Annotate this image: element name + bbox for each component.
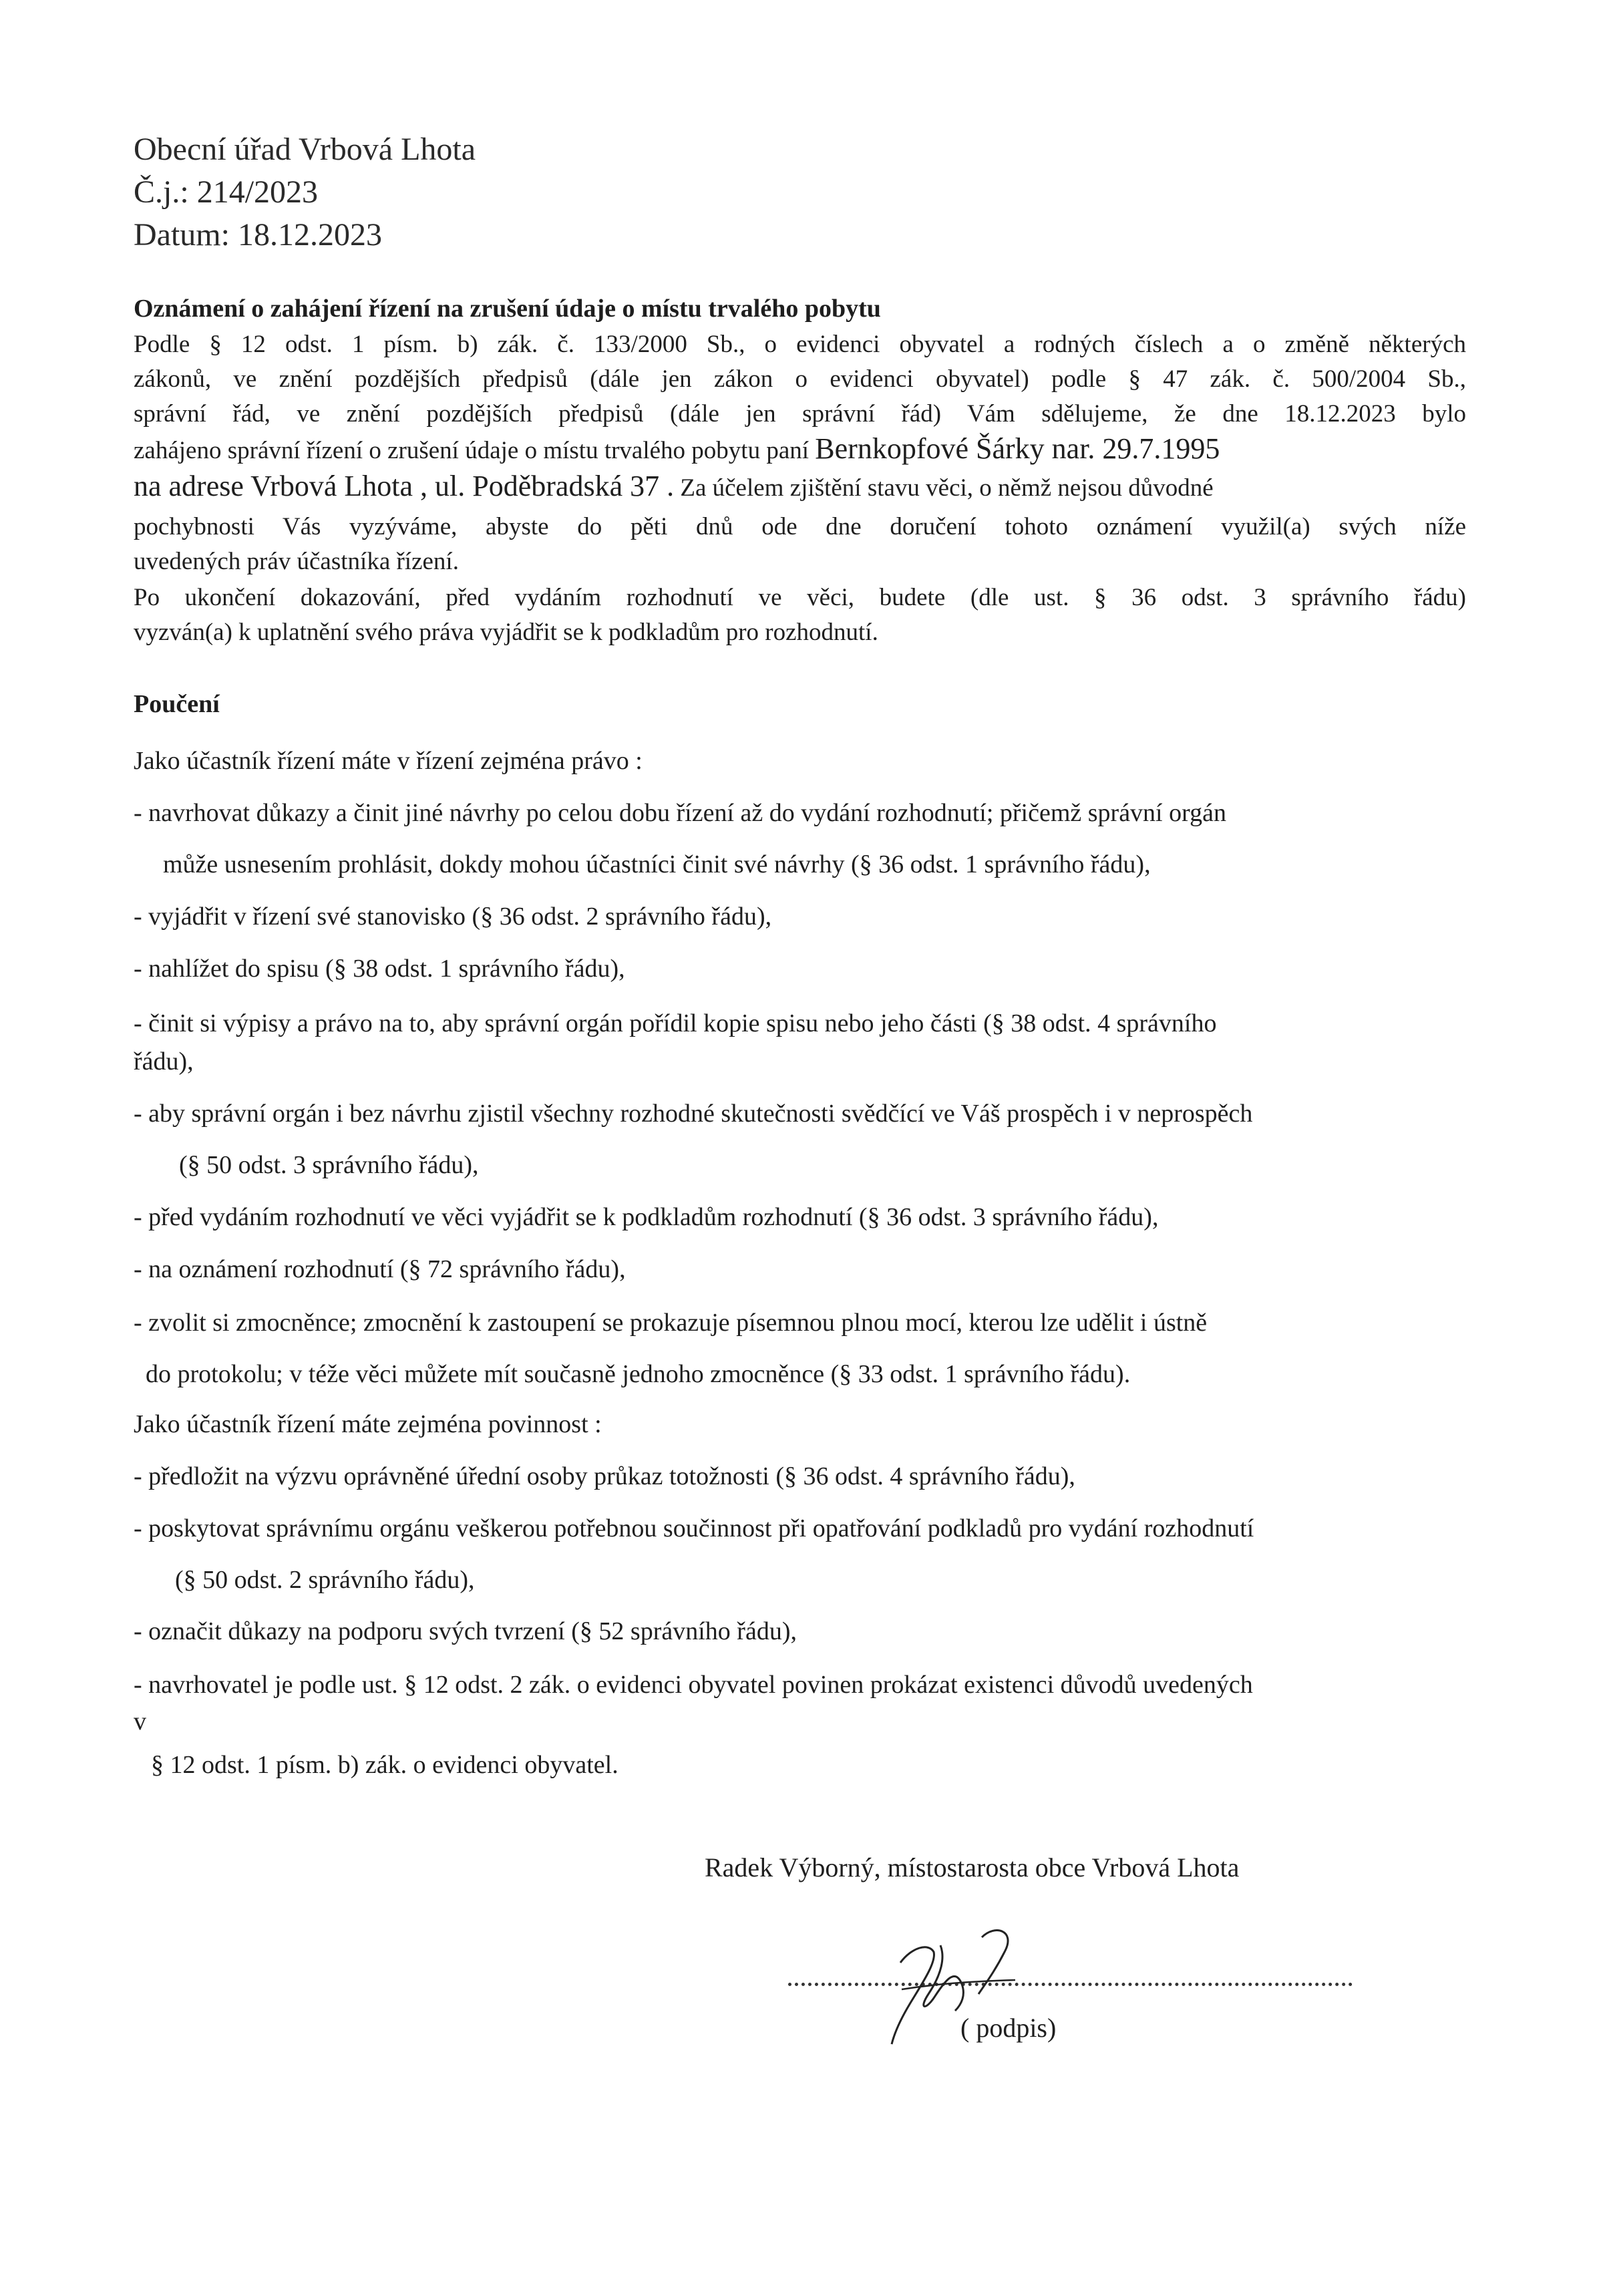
- notice-line-1: Podle § 12 odst. 1 písm. b) zák. č. 133/2000 Sb., o evidenci obyvatel a rodných číslech a o změně některých: [134, 331, 1466, 358]
- notice-title: Oznámení o zahájení řízení na zrušení údaje o místu trvalého pobytu: [134, 295, 881, 323]
- right-item: - na oznámení rozhodnutí (§ 72 správního řádu),: [134, 1255, 626, 1283]
- signature-label: ( podpis): [960, 2013, 1057, 2043]
- notice-line-7: uvedených práv účastníka řízení.: [134, 548, 459, 575]
- duty-item: - předložit na výzvu oprávněné úřední osoby průkaz totožnosti (§ 36 odst. 4 správního řádu),: [134, 1462, 1075, 1490]
- right-item: - navrhovat důkazy a činit jiné návrhy po celou dobu řízení až do vydání rozhodnutí; přičemž správní orgán: [134, 799, 1226, 827]
- duty-item: v: [134, 1707, 146, 1736]
- notice-line-4-text: zahájeno správní řízení o zrušení údaje o místu trvalého pobytu paní: [134, 437, 810, 464]
- rights-intro: Jako účastník řízení máte v řízení zejména právo :: [134, 747, 643, 775]
- right-item: může usnesením prohlásit, dokdy mohou účastníci činit své návrhy (§ 36 odst. 1 správního řádu),: [163, 850, 1151, 878]
- document-date: Datum: 18.12.2023: [134, 217, 382, 253]
- right-item: - zvolit si zmocněnce; zmocnění k zastoupení se prokazuje písemnou plnou mocí, kterou lze udělit i ústně: [134, 1309, 1208, 1337]
- right-item: - před vydáním rozhodnutí ve věci vyjádřit se k podkladům rozhodnutí (§ 36 odst. 3 správního řádu),: [134, 1203, 1159, 1231]
- right-item: - nahlížet do spisu (§ 38 odst. 1 správního řádu),: [134, 955, 625, 983]
- reference-number: Č.j.: 214/2023: [134, 174, 319, 210]
- right-item: - činit si výpisy a právo na to, aby správní orgán pořídil kopie spisu nebo jeho části (§ 38 odst. 4 správního: [134, 1009, 1217, 1037]
- notice-line-9: vyzván(a) k uplatnění svého práva vyjádřit se k podkladům pro rozhodnutí.: [134, 619, 878, 646]
- signer-name: Radek Výborný, místostarosta obce Vrbová Lhota: [705, 1852, 1240, 1882]
- right-item: řádu),: [134, 1047, 194, 1076]
- right-item: do protokolu; v téže věci můžete mít současně jednoho zmocněnce (§ 33 odst. 1 správního řádu).: [146, 1360, 1131, 1388]
- notice-line-2: zákonů, ve znění pozdějších předpisů (dále jen zákon o evidenci obyvatel) podle § 47 zák. č. 500/2004 Sb.,: [134, 365, 1466, 393]
- notice-line-3: správní řád, ve znění pozdějších předpisů (dále jen správní řád) Vám sdělujeme, že dne 18.12.2023 bylo: [134, 400, 1466, 428]
- notice-line-6: pochybnosti Vás vyzýváme, abyste do pěti dnů ode dne doručení tohoto oznámení využil(a) svých níže: [134, 513, 1466, 540]
- right-item: (§ 50 odst. 3 správního řádu),: [179, 1151, 479, 1179]
- notice-line-5-text: Za účelem zjištění stavu věci, o němž nejsou důvodné: [680, 474, 1214, 502]
- duty-item: § 12 odst. 1 písm. b) zák. o evidenci obyvatel.: [151, 1751, 618, 1779]
- duty-item: - poskytovat správnímu orgánu veškerou potřebnou součinnost při opatřování podkladů pro vydání rozhodnutí: [134, 1514, 1254, 1542]
- duty-item: - označit důkazy na podporu svých tvrzení (§ 52 správního řádu),: [134, 1617, 797, 1645]
- duty-item: (§ 50 odst. 2 správního řádu),: [175, 1566, 475, 1594]
- instruction-title: Poučení: [134, 690, 220, 718]
- person-name: Bernkopfové Šárky nar. 29.7.1995: [815, 432, 1220, 465]
- right-item: - vyjádřit v řízení své stanovisko (§ 36 odst. 2 správního řádu),: [134, 903, 772, 931]
- duties-intro: Jako účastník řízení máte zejména povinnost :: [134, 1410, 602, 1438]
- office-name: Obecní úřad Vrbová Lhota: [134, 132, 476, 167]
- notice-line-8: Po ukončení dokazování, před vydáním rozhodnutí ve věci, budete (dle ust. § 36 odst. 3 správního řádu): [134, 584, 1466, 611]
- duty-item: - navrhovatel je podle ust. § 12 odst. 2 zák. o evidenci obyvatel povinen prokázat existenci důvodů uvedených: [134, 1671, 1253, 1699]
- notice-line-5: [134, 472, 1214, 501]
- right-item: - aby správní orgán i bez návrhu zjistil všechny rozhodné skutečnosti svědčící ve Váš prospěch i v neprospěch: [134, 1100, 1253, 1128]
- person-address: na adrese Vrbová Lhota , ul. Poděbradská 37 .: [134, 470, 675, 502]
- notice-line-4: [134, 434, 1220, 464]
